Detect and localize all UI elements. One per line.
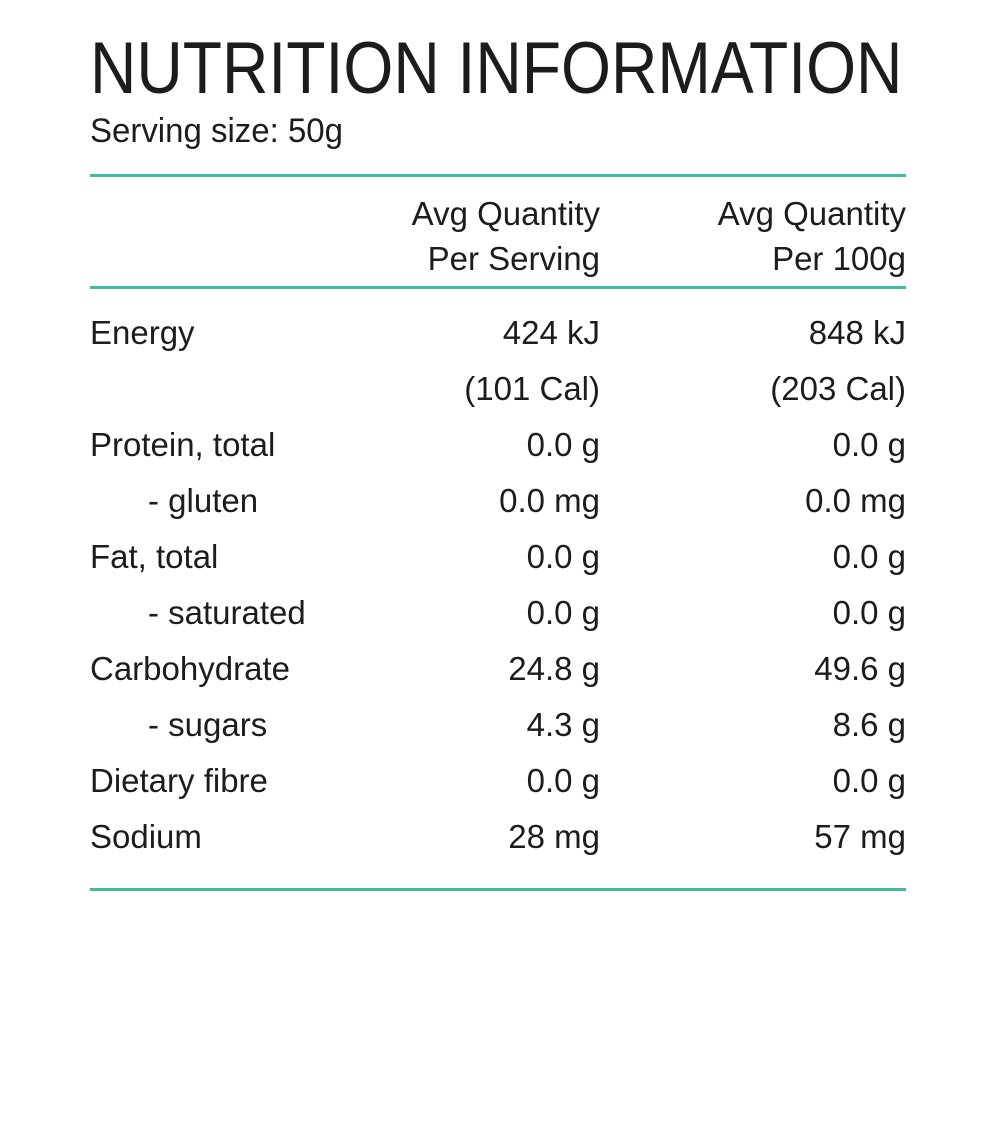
table-row-protein	[90, 417, 906, 473]
row-label: Carbohydrate	[90, 650, 290, 687]
table-row-fibre	[90, 753, 906, 809]
row-label: Energy	[90, 314, 195, 351]
header-per-serving-line1: Avg Quantity	[411, 195, 600, 232]
table-row-energy	[90, 305, 906, 361]
table-row-gluten	[90, 473, 906, 529]
row-value-per-serving: 0.0 g	[526, 426, 600, 463]
header-per-serving-line2: Per Serving	[427, 240, 600, 277]
row-label: Sodium	[90, 818, 202, 855]
header-per-100g	[600, 191, 906, 281]
row-value-per-100g: 49.6 g	[814, 650, 906, 687]
row-label: - sugars	[148, 706, 268, 743]
table-row-saturated	[90, 585, 906, 641]
divider-bottom	[90, 888, 906, 891]
header-per-100g-line2: Per 100g	[772, 240, 906, 277]
row-label	[90, 361, 370, 417]
row-value-per-serving: 0.0 g	[526, 762, 600, 799]
table-row-sugars	[90, 697, 906, 753]
table-header	[90, 177, 906, 281]
row-value-per-100g: 0.0 g	[832, 594, 906, 631]
row-value-per-100g: 0.0 g	[832, 426, 906, 463]
serving-size: Serving size: 50g	[90, 112, 343, 150]
row-value-per-serving: 24.8 g	[508, 650, 600, 687]
row-value-per-serving: 424 kJ	[502, 314, 600, 351]
row-label: Fat, total	[90, 538, 219, 575]
table-row-carbohydrate	[90, 641, 906, 697]
row-value-per-serving: 4.3 g	[526, 706, 600, 743]
header-per-serving	[370, 191, 600, 281]
nutrition-label	[0, 28, 1000, 891]
row-label: - gluten	[148, 482, 259, 519]
table-body	[90, 289, 906, 865]
row-value-per-serving: 0.0 g	[526, 538, 600, 575]
header-empty-cell	[90, 191, 370, 281]
row-value-per-serving: 0.0 mg	[499, 482, 600, 519]
row-value-per-100g: 8.6 g	[832, 706, 906, 743]
row-value-per-100g: 0.0 g	[832, 762, 906, 799]
page-title: NUTRITION INFORMATION	[90, 28, 903, 109]
row-value-per-100g: 0.0 mg	[805, 482, 906, 519]
row-value-per-serving: 0.0 g	[526, 594, 600, 631]
row-label: - saturated	[148, 594, 306, 631]
table-row-fat	[90, 529, 906, 585]
row-value-per-100g: 0.0 g	[832, 538, 906, 575]
row-value-per-100g: 57 mg	[814, 818, 906, 855]
row-label: Protein, total	[90, 426, 276, 463]
header-per-100g-line1: Avg Quantity	[717, 195, 906, 232]
table-row-sodium	[90, 809, 906, 865]
row-label: Dietary fibre	[90, 762, 268, 799]
row-value-per-serving: 28 mg	[508, 818, 600, 855]
table-row-energy-cal	[90, 361, 906, 417]
row-value-per-100g: 848 kJ	[808, 314, 906, 351]
row-value-per-serving: (101 Cal)	[464, 370, 600, 407]
row-value-per-100g: (203 Cal)	[770, 370, 906, 407]
